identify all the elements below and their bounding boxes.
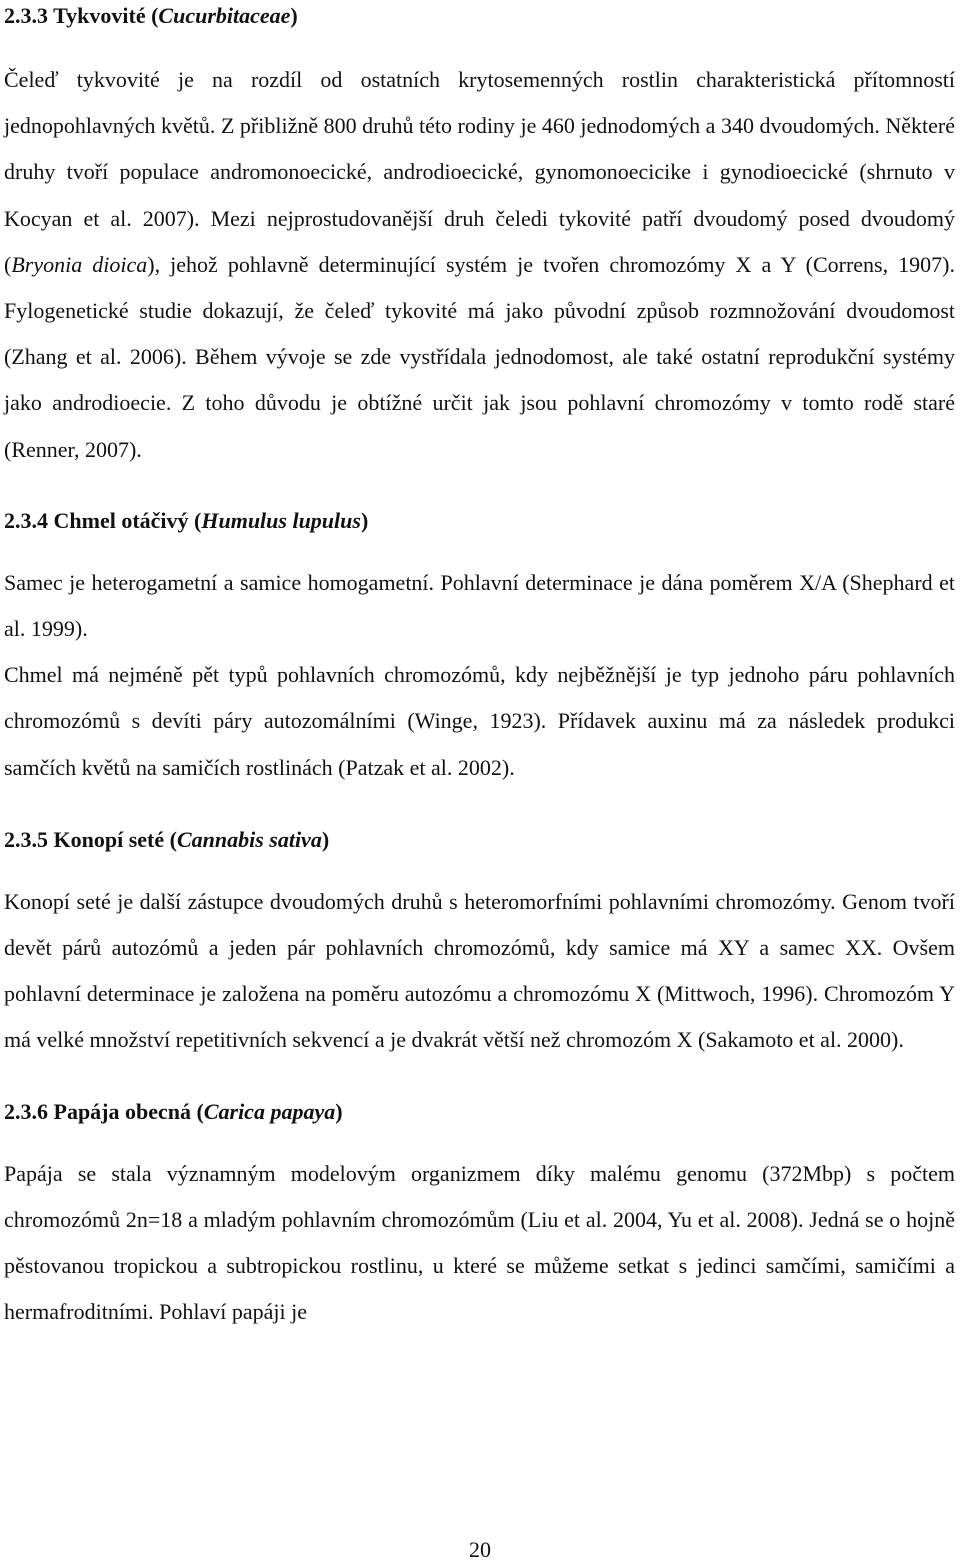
paragraph-carica: Papája se stala významným modelovým organizmem díky malému genomu (372Mbp) s počtem chromozómů 2n=18 a mladým pohlavním chromozómům (Liu et al. 2004, Yu et al. 2008). Jedná se o hojně pěstovanou tropickou a subtropickou rostlinu, u které se můžeme setkat s jedinci samčími, samičími a hermafroditními. Pohlaví papáji je [4, 1160, 955, 1325]
paragraph-cucurbitaceae [4, 57, 955, 473]
section-latin-name: Humulus lupulus [201, 507, 361, 533]
section-latin-name: Cucurbitaceae [158, 3, 291, 28]
section-title-close: ) [290, 3, 298, 28]
section-title-close: ) [321, 826, 330, 852]
section-number: 2.3.5 [4, 826, 48, 852]
species-name: Bryonia dioica [11, 251, 148, 277]
section-title: Chmel otáčivý ( [53, 507, 202, 533]
section-heading-humulus [4, 507, 955, 535]
section-title: Tykvovité ( [53, 3, 159, 28]
section-latin-name: Carica papaya [203, 1098, 336, 1124]
section-title: Papája obecná ( [53, 1098, 204, 1124]
section-number: 2.3.6 [4, 1098, 48, 1124]
section-title-close: ) [335, 1098, 343, 1124]
section-heading-cannabis [4, 826, 955, 854]
section-latin-name: Cannabis sativa [176, 826, 322, 852]
section-title: Konopí seté ( [53, 826, 177, 852]
page-content [4, 0, 955, 1335]
section-number: 2.3.4 [4, 507, 48, 533]
paragraph-text: ), jehož pohlavně determinující systém je tvořen chromozómy X a Y (Correns, 1907). Fylogenetické studie dokazují, že čeleď tykovité má jako původní způsob rozmnožování dvoudomost (Zhang et al. 2006). Během vývoje se zde vystřídala jednodomost, ale také ostatní reprodukční systémy jako androdioecie. Z toho důvodu je obtížné určit jak jsou pohlavní chromozómy v tomto rodě staré (Renner, 2007). [4, 251, 955, 462]
paragraph-cannabis: Konopí seté je další zástupce dvoudomých druhů s heteromorfními pohlavními chromozómy. Genom tvoří devět párů autozómů a jeden pár pohlavních chromozómů, kdy samice má XY a samec XX. Ovšem pohlavní determinace je založena na poměru autozómu a chromozómu X (Mittwoch, 1996). Chromozóm Y má velké množství repetitivních sekvencí a je dvakrát větší než chromozóm X (Sakamoto et al. 2000). [4, 888, 955, 1053]
paragraph-humulus-2: Chmel má nejméně pět typů pohlavních chromozómů, kdy nejběžnější je typ jednoho páru pohlavních chromozómů s devíti páry autozomálními (Winge, 1923). Přídavek auxinu má za následek produkci samčích květů na samičích rostlinách (Patzak et al. 2002). [4, 662, 955, 780]
section-heading-cucurbitaceae [4, 0, 955, 30]
section-heading-carica [4, 1098, 955, 1126]
section-title-close: ) [360, 507, 369, 533]
paragraph-humulus-1: Samec je heterogametní a samice homogametní. Pohlavní determinace je dána poměrem X/A (Shephard et al. 1999). [4, 569, 955, 642]
paragraph-text: Čeleď tykvovité je na rozdíl od ostatních krytosemenných rostlin charakteristická přítomností jednopohlavných květů. Z přibližně 800 druhů této rodiny je 460 jednodomých a 340 dvoudomých. Některé druhy tvoří populace andromonoecické, androdioecické, gynomonoecicike i gynodioecické (shrnuto v Kocyan et al. 2007). Mezi nejprostudovanější druh čeledi tykovité patří dvoudomý posed dvoudomý ( [4, 67, 955, 277]
page-number: 20 [469, 1537, 491, 1562]
section-number: 2.3.3 [4, 3, 48, 28]
